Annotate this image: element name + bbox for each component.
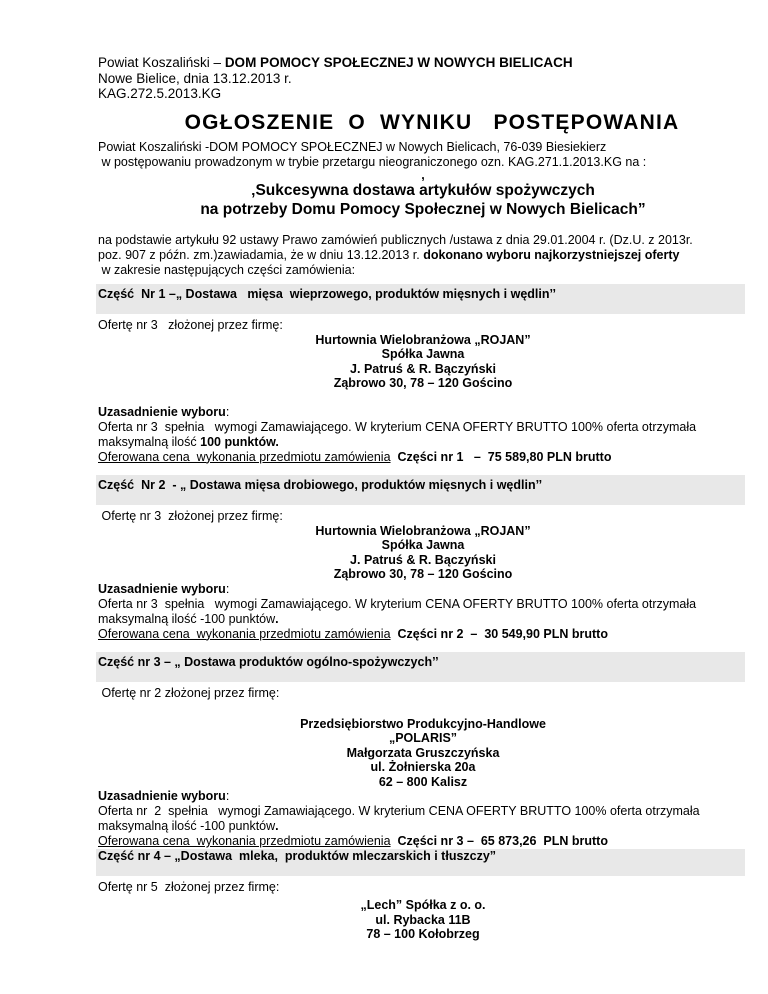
offer-line: Ofertę nr 3 złożonej przez firmę:	[98, 317, 283, 332]
intro-line-1: Powiat Koszaliński -DOM POMOCY SPOŁECZNEJ w Nowych Bielicach, 76-039 Biesiekierz	[98, 139, 607, 154]
firm-name: „Lech” Spółka z o. o.	[360, 898, 486, 912]
firm-address: Ząbrowo 30, 78 – 120 Gościno	[333, 567, 513, 581]
firm-block	[98, 898, 748, 942]
price-label: Oferowana cena wykonania przedmiotu zamówienia	[98, 834, 391, 848]
justification-line-2: maksymalną ilość -100 punktów.	[98, 819, 279, 833]
header-line-1: Powiat Koszaliński – DOM POMOCY SPOŁECZNEJ W NOWYCH BIELICACH	[98, 55, 573, 70]
document-page	[98, 55, 748, 942]
firm-name: Przedsiębiorstwo Produkcyjno-Handlowe	[300, 716, 546, 731]
basis-line-1: na podstawie artykułu 92 ustawy Prawo zamówień publicznych /ustawa z dnia 29.01.2004 r. (Dz.U. z 2013r.	[98, 232, 693, 247]
justification-label: Uzasadnienie wyboru:	[98, 789, 230, 803]
price-value: Części nr 2 – 30 549,90 PLN brutto	[390, 626, 608, 641]
header-reference: KAG.272.5.2013.KG	[98, 86, 222, 101]
firm-block	[98, 524, 748, 582]
document-header	[98, 55, 748, 102]
firm-block	[98, 333, 748, 391]
price-value: Części nr 1 – 75 589,80 PLN brutto	[390, 449, 612, 464]
firm-street: ul. Rybacka 11B	[375, 912, 471, 927]
intro-line-2: w postępowaniu prowadzonym w trybie przetargu nieograniczonego ozn. KAG.271.1.2013.KG na :	[98, 154, 647, 169]
justification-line-2: maksymalną ilość -100 punktów.	[98, 611, 279, 626]
firm-name: Hurtownia Wielobranżowa „ROJAN”	[315, 332, 531, 347]
price-label: Oferowana cena wykonania przedmiotu zamówienia	[98, 449, 391, 464]
part-2	[98, 475, 748, 642]
price-line	[98, 450, 748, 465]
subject-line-2: na potrzeby Domu Pomocy Społecznej w Nowych Bielicach”	[200, 200, 646, 218]
firm-owners: J. Patruś & R. Bączyński	[350, 361, 496, 376]
intro-comma: ,	[421, 167, 425, 182]
firm-address: Ząbrowo 30, 78 – 120 Gościno	[333, 376, 513, 390]
intro	[98, 140, 748, 180]
price-line	[98, 834, 748, 849]
part-heading: Część Nr 1 –„ Dostawa mięsa wieprzowego, produktów mięsnych i wędlin’’	[96, 284, 745, 314]
firm-street: ul. Żołnierska 20a	[370, 760, 476, 774]
basis-decision: dokonano wyboru najkorzystniejszej oferty	[423, 247, 680, 262]
header-institution: DOM POMOCY SPOŁECZNEJ W NOWYCH BIELICACH	[224, 55, 573, 70]
part-4	[98, 849, 748, 942]
part-heading: Część nr 3 – „ Dostawa produktów ogólno-spożywczych’’	[96, 652, 745, 682]
subject-line-1: ‚Sukcesywna dostawa artykułów spożywczych	[251, 181, 595, 199]
price-value: Części nr 3 – 65 873,26 PLN brutto	[390, 834, 608, 848]
firm-name: Hurtownia Wielobranżowa „ROJAN”	[315, 523, 531, 538]
firm-owners: J. Patruś & R. Bączyński	[350, 552, 496, 567]
offer-line: Ofertę nr 2 złożonej przez firmę:	[98, 685, 280, 700]
offer-line: Ofertę nr 5 złożonej przez firmę:	[98, 880, 280, 894]
part-heading: Część nr 4 – „Dostawa mleka, produktów mleczarskich i tłuszczy”	[96, 849, 745, 876]
announcement-title: OGŁOSZENIE O WYNIKU POSTĘPOWANIA	[184, 110, 680, 134]
firm-block	[98, 717, 748, 790]
firm-owner: Małgorzata Gruszczyńska	[346, 745, 500, 760]
legal-basis	[98, 233, 748, 278]
part-3	[98, 652, 748, 850]
price-label: Oferowana cena wykonania przedmiotu zamówienia	[98, 626, 391, 641]
justification-line-1: Oferta nr 3 spełnia wymogi Zamawiającego. W kryterium CENA OFERTY BRUTTO 100% oferta otrzymała	[98, 596, 697, 611]
part-heading: Część Nr 2 - „ Dostawa mięsa drobiowego, produktów mięsnych i wędlin’’	[96, 475, 745, 505]
justification-line-1: Oferta nr 3 spełnia wymogi Zamawiającego. W kryterium CENA OFERTY BRUTTO 100% oferta otrzymała	[98, 419, 697, 434]
justification-label: Uzasadnienie wyboru:	[98, 404, 230, 419]
justification-label: Uzasadnienie wyboru:	[98, 581, 230, 596]
tender-subject	[98, 181, 748, 219]
offer-line: Ofertę nr 3 złożonej przez firmę:	[98, 508, 283, 523]
firm-brand: „POLARIS”	[388, 731, 458, 745]
header-date: Nowe Bielice, dnia 13.12.2013 r.	[98, 70, 292, 86]
price-line	[98, 627, 748, 642]
justification-line-2: maksymalną ilość 100 punktów.	[98, 434, 279, 449]
justification-line-1: Oferta nr 2 spełnia wymogi Zamawiającego. W kryterium CENA OFERTY BRUTTO 100% oferta otrzymała	[98, 804, 700, 818]
basis-line-3: w zakresie następujących części zamówienia:	[98, 262, 356, 277]
firm-form: Spółka Jawna	[381, 347, 465, 361]
firm-city: 62 – 800 Kalisz	[378, 774, 468, 789]
part-1	[98, 284, 748, 465]
firm-form: Spółka Jawna	[381, 538, 465, 552]
basis-line-2: poz. 907 z późn. zm.)zawiadamia, że w dniu 13.12.2013 r. dokonano wyboru najkorzystniejszej oferty	[98, 247, 680, 262]
firm-city: 78 – 100 Kołobrzeg	[366, 927, 480, 941]
